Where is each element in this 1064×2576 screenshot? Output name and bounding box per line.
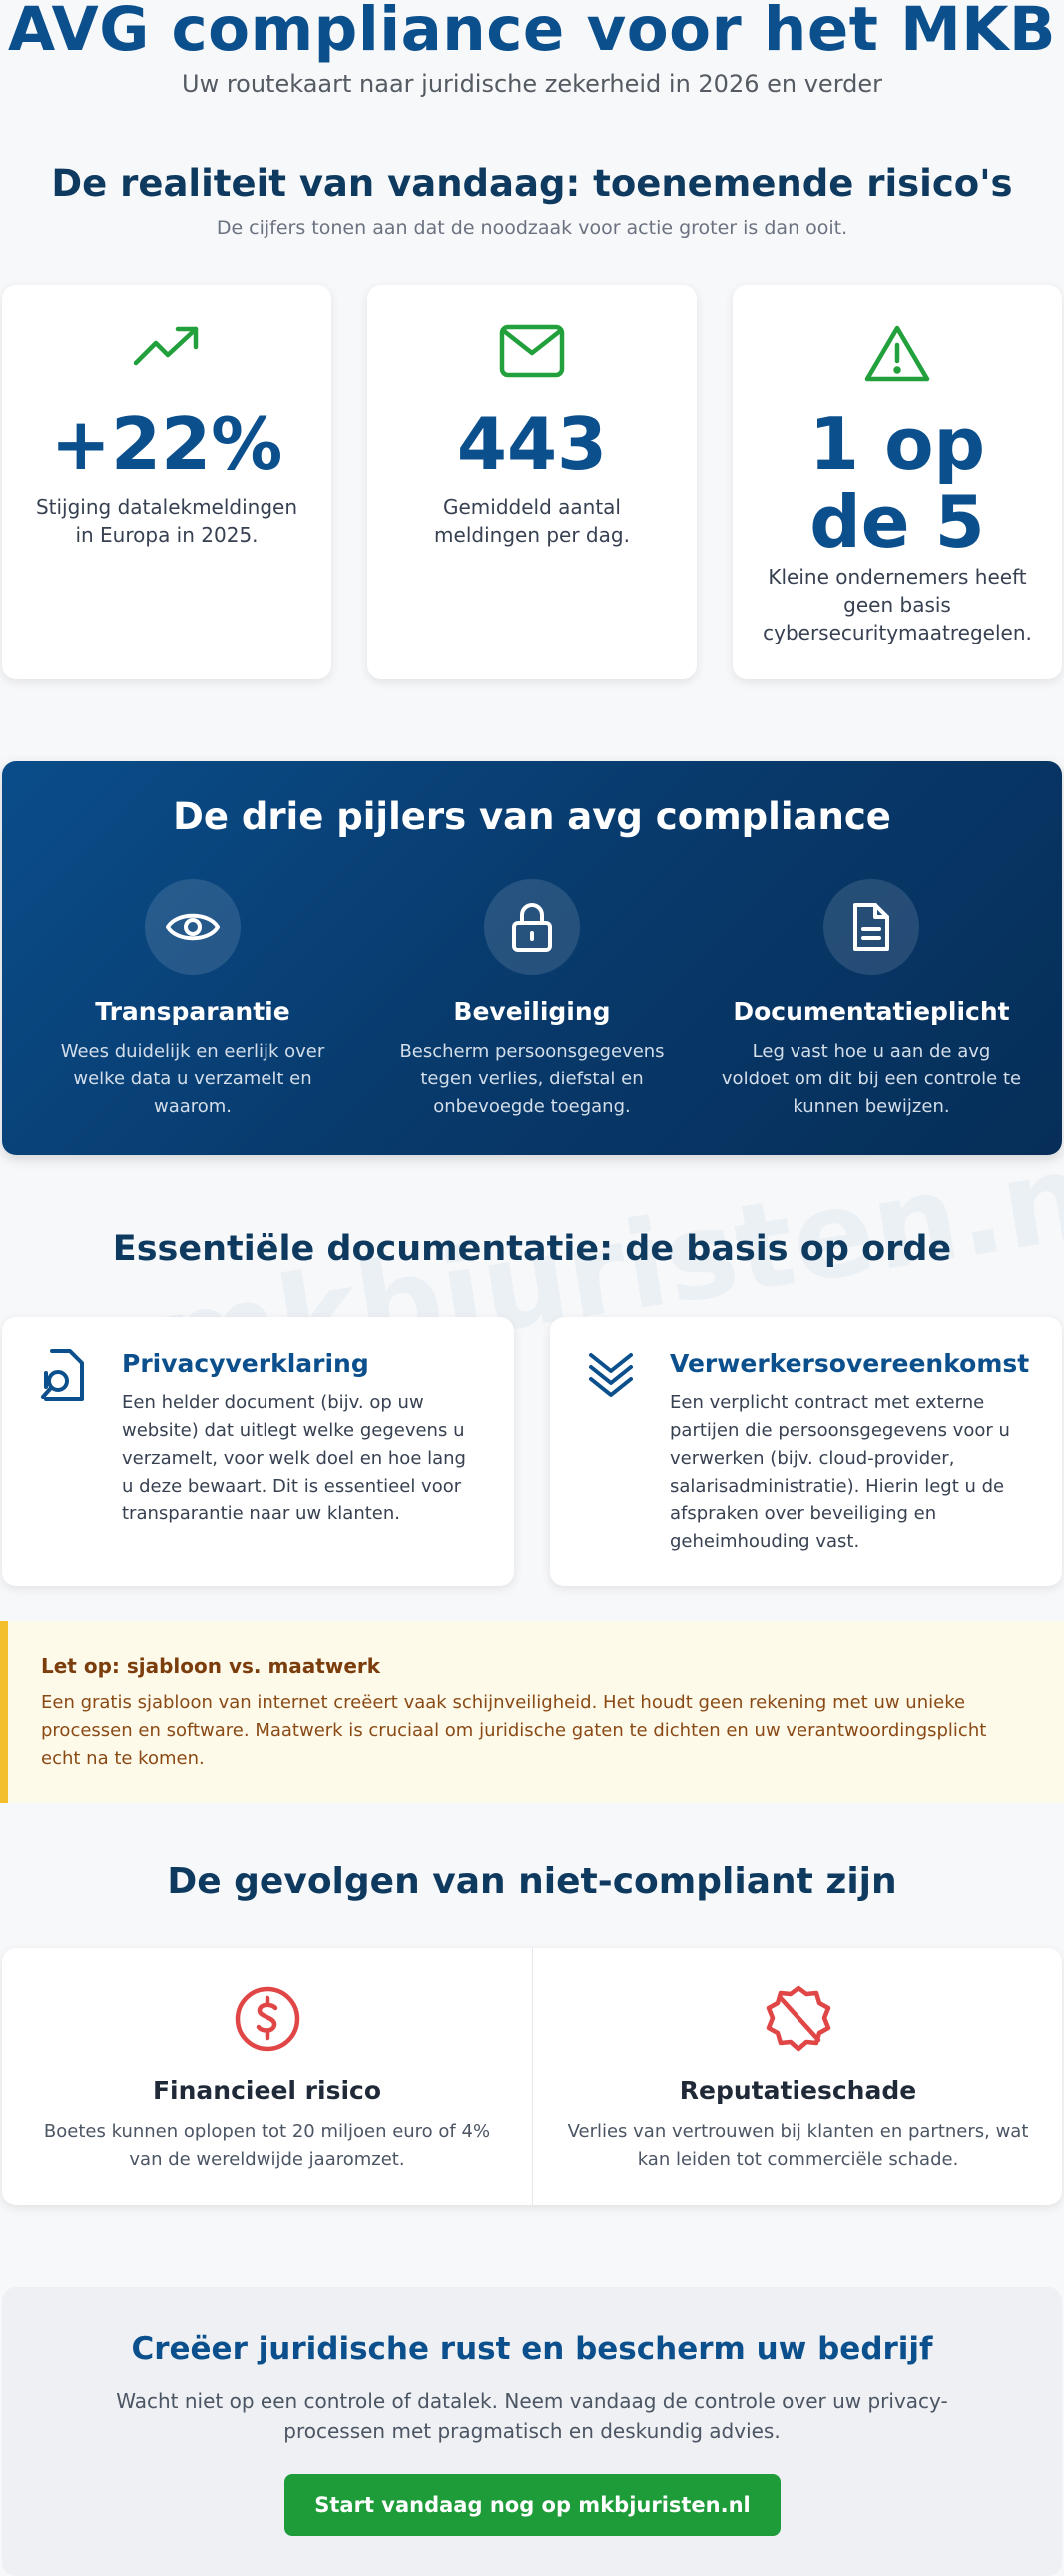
reality-title: De realiteit van vandaag: toenemende risico's xyxy=(51,162,1013,205)
stat-value: 1 op de 5 xyxy=(808,402,986,564)
consequences-card xyxy=(2,1948,1062,2205)
stat-value: 443 xyxy=(456,402,608,486)
stat-value: +22% xyxy=(50,402,283,486)
warning-text: Een gratis sjabloon van internet creëert vaak schijnveiligheid. Het houdt geen rekening met uw unieke processen en software. Maatwerk is cruciaal om juridische gaten te dichten en uw verantwoordingsplicht echt na te komen. xyxy=(41,1692,987,1769)
doc-title: Privacyverklaring xyxy=(122,1349,369,1378)
stat-description: Kleine ondernemers heeft geen basis cybersecuritymaatregelen. xyxy=(763,565,1032,644)
page-subtitle: Uw routekaart naar juridische zekerheid in 2026 en verder xyxy=(182,70,882,98)
pillar-description: Leg vast hoe u aan de avg voldoet om dit bij een controle te kunnen bewijzen. xyxy=(721,1041,1022,1117)
consequence-description: Boetes kunnen oplopen tot 20 miljoen euro of 4% van de wereldwijde jaaromzet. xyxy=(43,2121,491,2170)
warning-icon xyxy=(733,323,1062,393)
consequences-title: De gevolgen van niet-compliant zijn xyxy=(167,1861,897,1902)
stat-card-daily-reports xyxy=(367,285,697,679)
chevrons-down-icon xyxy=(586,1347,642,1409)
pillar-transparency xyxy=(28,879,357,1121)
reality-subtitle: De cijfers tonen aan dat de noodzaak voor actie groter is dan ooit. xyxy=(216,217,848,239)
consequence-financial xyxy=(2,1948,532,2205)
pillars-section xyxy=(2,761,1062,1155)
warning-callout xyxy=(0,1621,1064,1803)
start-now-button[interactable]: Start vandaag nog op mkbjuristen.nl xyxy=(284,2474,781,2536)
consequence-name: Financieel risico xyxy=(152,2076,382,2105)
eye-icon xyxy=(145,879,241,975)
pillar-description: Wees duidelijk en eerlijk over welke data u verzamelt en waarom. xyxy=(60,1041,325,1117)
doc-card-processor-agreement xyxy=(550,1317,1062,1586)
pillar-security xyxy=(367,879,697,1121)
cta-text: Wacht niet op een controle of datalek. Neem vandaag de controle over uw privacy-processen met pragmatisch en deskundig advies. xyxy=(116,2389,948,2443)
pillar-name: Beveiliging xyxy=(453,997,611,1026)
pillar-name: Documentatieplicht xyxy=(733,997,1010,1026)
stat-card-data-breaches xyxy=(2,285,331,679)
dollar-circle-icon xyxy=(2,1984,532,2054)
trending-up-icon xyxy=(2,323,331,393)
pillar-description: Bescherm persoonsgegevens tegen verlies, diefstal en onbevoegde toegang. xyxy=(399,1041,665,1117)
cta-section xyxy=(2,2287,1062,2576)
page-title: AVG compliance voor het MKB xyxy=(7,0,1057,65)
stat-description: Gemiddeld aantal meldingen per dag. xyxy=(434,495,630,547)
doc-description: Een helder document (bijv. op uw website) dat uitlegt welke gegevens u verzamelt, voor welk doel en hoe lang u deze bewaart. Dit is essentieel voor transparantie naar uw klanten. xyxy=(122,1392,466,1524)
doc-card-privacy-statement xyxy=(2,1317,514,1586)
consequence-reputation xyxy=(532,1948,1063,2205)
stat-card-small-business xyxy=(733,285,1062,679)
pillar-name: Transparantie xyxy=(95,997,290,1026)
mail-icon xyxy=(367,323,697,393)
pillar-documentation xyxy=(707,879,1036,1121)
pillars-title: De drie pijlers van avg compliance xyxy=(173,795,891,838)
cta-title: Creëer juridische rust en bescherm uw bedrijf xyxy=(131,2331,933,2366)
consequence-description: Verlies van vertrouwen bij klanten en partners, wat kan leiden tot commerciële schade. xyxy=(567,2121,1029,2170)
stat-description: Stijging datalekmeldingen in Europa in 2025. xyxy=(35,495,298,547)
doc-description: Een verplicht contract met externe partijen die persoonsgegevens voor u verwerken (bijv. cloud-provider, salarisadministratie). Hierin legt u de afspraken over beveiliging en geheimhouding vast. xyxy=(670,1392,1010,1552)
doc-title: Verwerkersovereenkomst xyxy=(670,1349,1030,1378)
warning-title: Let op: sjabloon vs. maatwerk xyxy=(41,1654,381,1678)
consequence-name: Reputatieschade xyxy=(679,2076,917,2105)
docs-title: Essentiële documentatie: de basis op orde xyxy=(112,1229,952,1269)
file-search-icon xyxy=(38,1347,94,1409)
document-icon xyxy=(823,879,919,975)
lock-icon xyxy=(484,879,580,975)
broken-badge-icon xyxy=(533,1984,1063,2054)
